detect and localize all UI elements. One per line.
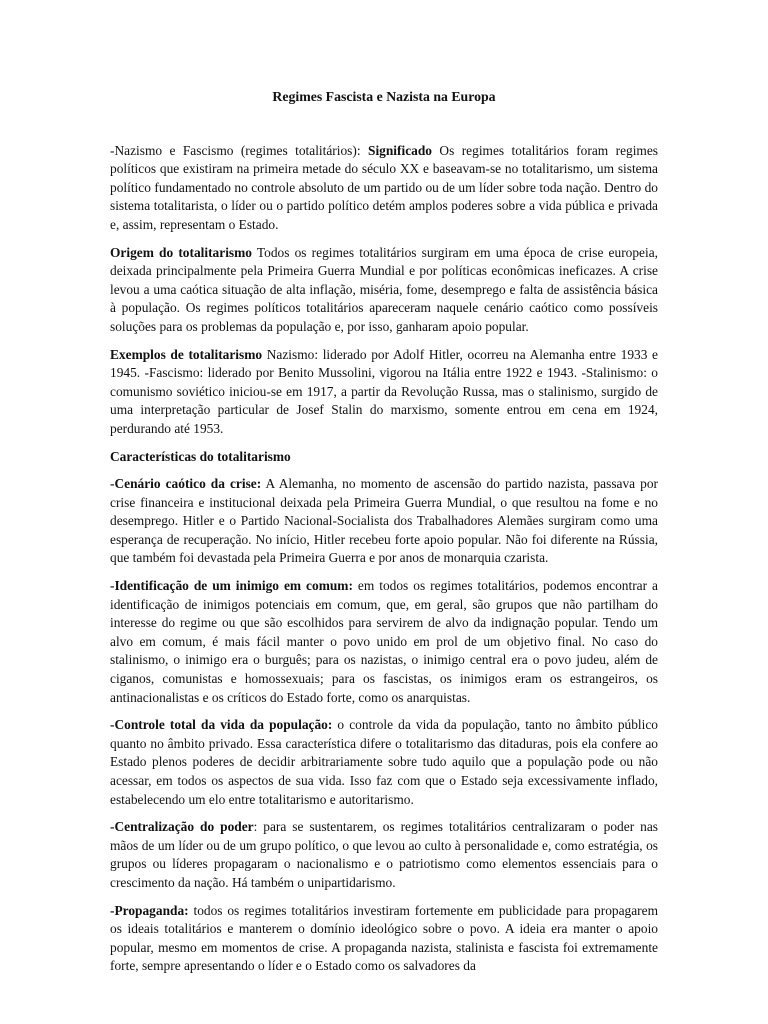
paragraph-text: Todos os regimes totalitários surgiram em uma época de crise europeia, deixada principalmente pela Primeira Guerra Mundial e por políticas econômicas ineficazes. A crise levou a uma caótica situação de alta inflação, miséria, fome, desemprego e falta de assistência básica à população. Os regimes políticos totalitários apareceram naquele cenário caótico como possíveis soluções para os problemas da população e, por isso, ganharam apoio popular.	[110, 244, 659, 334]
characteristic-label: -Propaganda:	[110, 902, 189, 918]
paragraph-bold-label: Origem do totalitarismo	[110, 244, 252, 260]
paragraph-significado	[110, 142, 658, 235]
characteristic-text: A Alemanha, no momento de ascensão do partido nazista, passava por crise financeira e institucional deixada pela Primeira Guerra Mundial, o que resultou na fome e no desemprego. Hitler e o Partido Nacional-Socialista dos Trabalhadores Alemães surgiram como uma esperança de recuperação. No início, Hitler recebeu forte apoio popular. Não foi diferente na Rússia, que também foi devastada pela Primeira Guerra e por anos de monarquia czarista.	[110, 476, 659, 566]
paragraph-lead: -Nazismo e Fascismo (regimes totalitários):	[110, 142, 368, 158]
paragraph-exemplos	[110, 346, 658, 439]
characteristic-label: -Controle total da vida da população:	[110, 717, 333, 733]
document-title: Regimes Fascista e Nazista na Europa	[272, 89, 496, 104]
characteristic-inimigo	[110, 577, 658, 707]
characteristic-text: o controle da vida da população, tanto no âmbito público quanto no âmbito privado. Essa característica difere o totalitarismo das ditaduras, pois ela confere ao Estado plenos poderes de decidir arbitrariamente sobre tudo aquilo que a população pode ou não acessar, em todos os aspectos de sua vida. Isso faz com que o Estado seja excessivamente inflado, estabelecendo um elo entre totalitarismo e autoritarismo.	[110, 717, 658, 807]
characteristic-centralizacao	[110, 818, 658, 892]
characteristic-text: todos os regimes totalitários investiram fortemente em publicidade para propagarem os ideais totalitários e manterem o domínio ideológico sobre o povo. A ideia era manter o apoio popular, mesmo em momentos de crise. A propaganda nazista, stalinista e fascista foi extremamente forte, sempre apresentando o líder e o Estado como os salvadores da	[110, 902, 658, 974]
characteristic-label: -Cenário caótico da crise:	[110, 476, 262, 492]
characteristic-label: -Centralização do poder	[110, 819, 254, 835]
characteristic-text: : para se sustentarem, os regimes totalitários centralizaram o poder nas mãos de um líder ou de um grupo político, o que levou ao culto à personalidade e, como estratégia, os grupos ou líderes propagaram o nacionalismo e o patriotismo como elementos essenciais para o crescimento da nação. Há também o unipartidarismo.	[110, 819, 658, 890]
paragraph-bold-label: Significado	[368, 142, 432, 158]
characteristic-controle	[110, 716, 658, 809]
characteristic-label: -Identificação de um inimigo em comum:	[110, 578, 353, 594]
characteristic-text: em todos os regimes totalitários, podemos encontrar a identificação de inimigos potenciais em comum, que, em geral, são grupos que não partilham do interesse do regime ou que são escolhidos para servirem de alvo da indignação popular. Tendo um alvo em comum, é mais fácil manter o povo unido em prol de um objetivo final. No caso do stalinismo, o inimigo era o burguês; para os nazistas, o inimigo central era o povo judeu, além de ciganos, comunistas e homossexuais; para os fascistas, os inimigos eram os estrangeiros, os antinacionalistas e os críticos do Estado forte, como os anarquistas.	[110, 578, 658, 705]
document-page	[110, 88, 658, 985]
characteristic-cenario	[110, 475, 658, 568]
paragraph-text: Nazismo: liderado por Adolf Hitler, ocorreu na Alemanha entre 1933 e 1945. -Fascismo: liderado por Benito Mussolini, vigorou na Itália entre 1922 e 1943. -Stalinismo: o comunismo soviético iniciou-se em 1917, a partir da Revolução Russa, mas o stalinismo, surgido de uma interpretação particular de Josef Stalin do marxismo, somente entrou em cena em 1924, perdurando até 1953.	[110, 346, 658, 436]
paragraph-origem	[110, 244, 658, 337]
paragraph-text: Os regimes totalitários foram regimes políticos que existiram na primeira metade do século XX e baseavam-se no totalitarismo, um sistema político fundamentado no controle absoluto de um partido ou de um líder sobre toda nação. Dentro do sistema totalitarista, o líder ou o partido político detém amplos poderes sobre a vida pública e privada e, assim, representam o Estado.	[110, 142, 659, 232]
characteristic-propaganda	[110, 902, 658, 976]
paragraph-bold-label: Exemplos de totalitarismo	[110, 346, 263, 362]
section-heading: Características do totalitarismo	[110, 448, 291, 464]
